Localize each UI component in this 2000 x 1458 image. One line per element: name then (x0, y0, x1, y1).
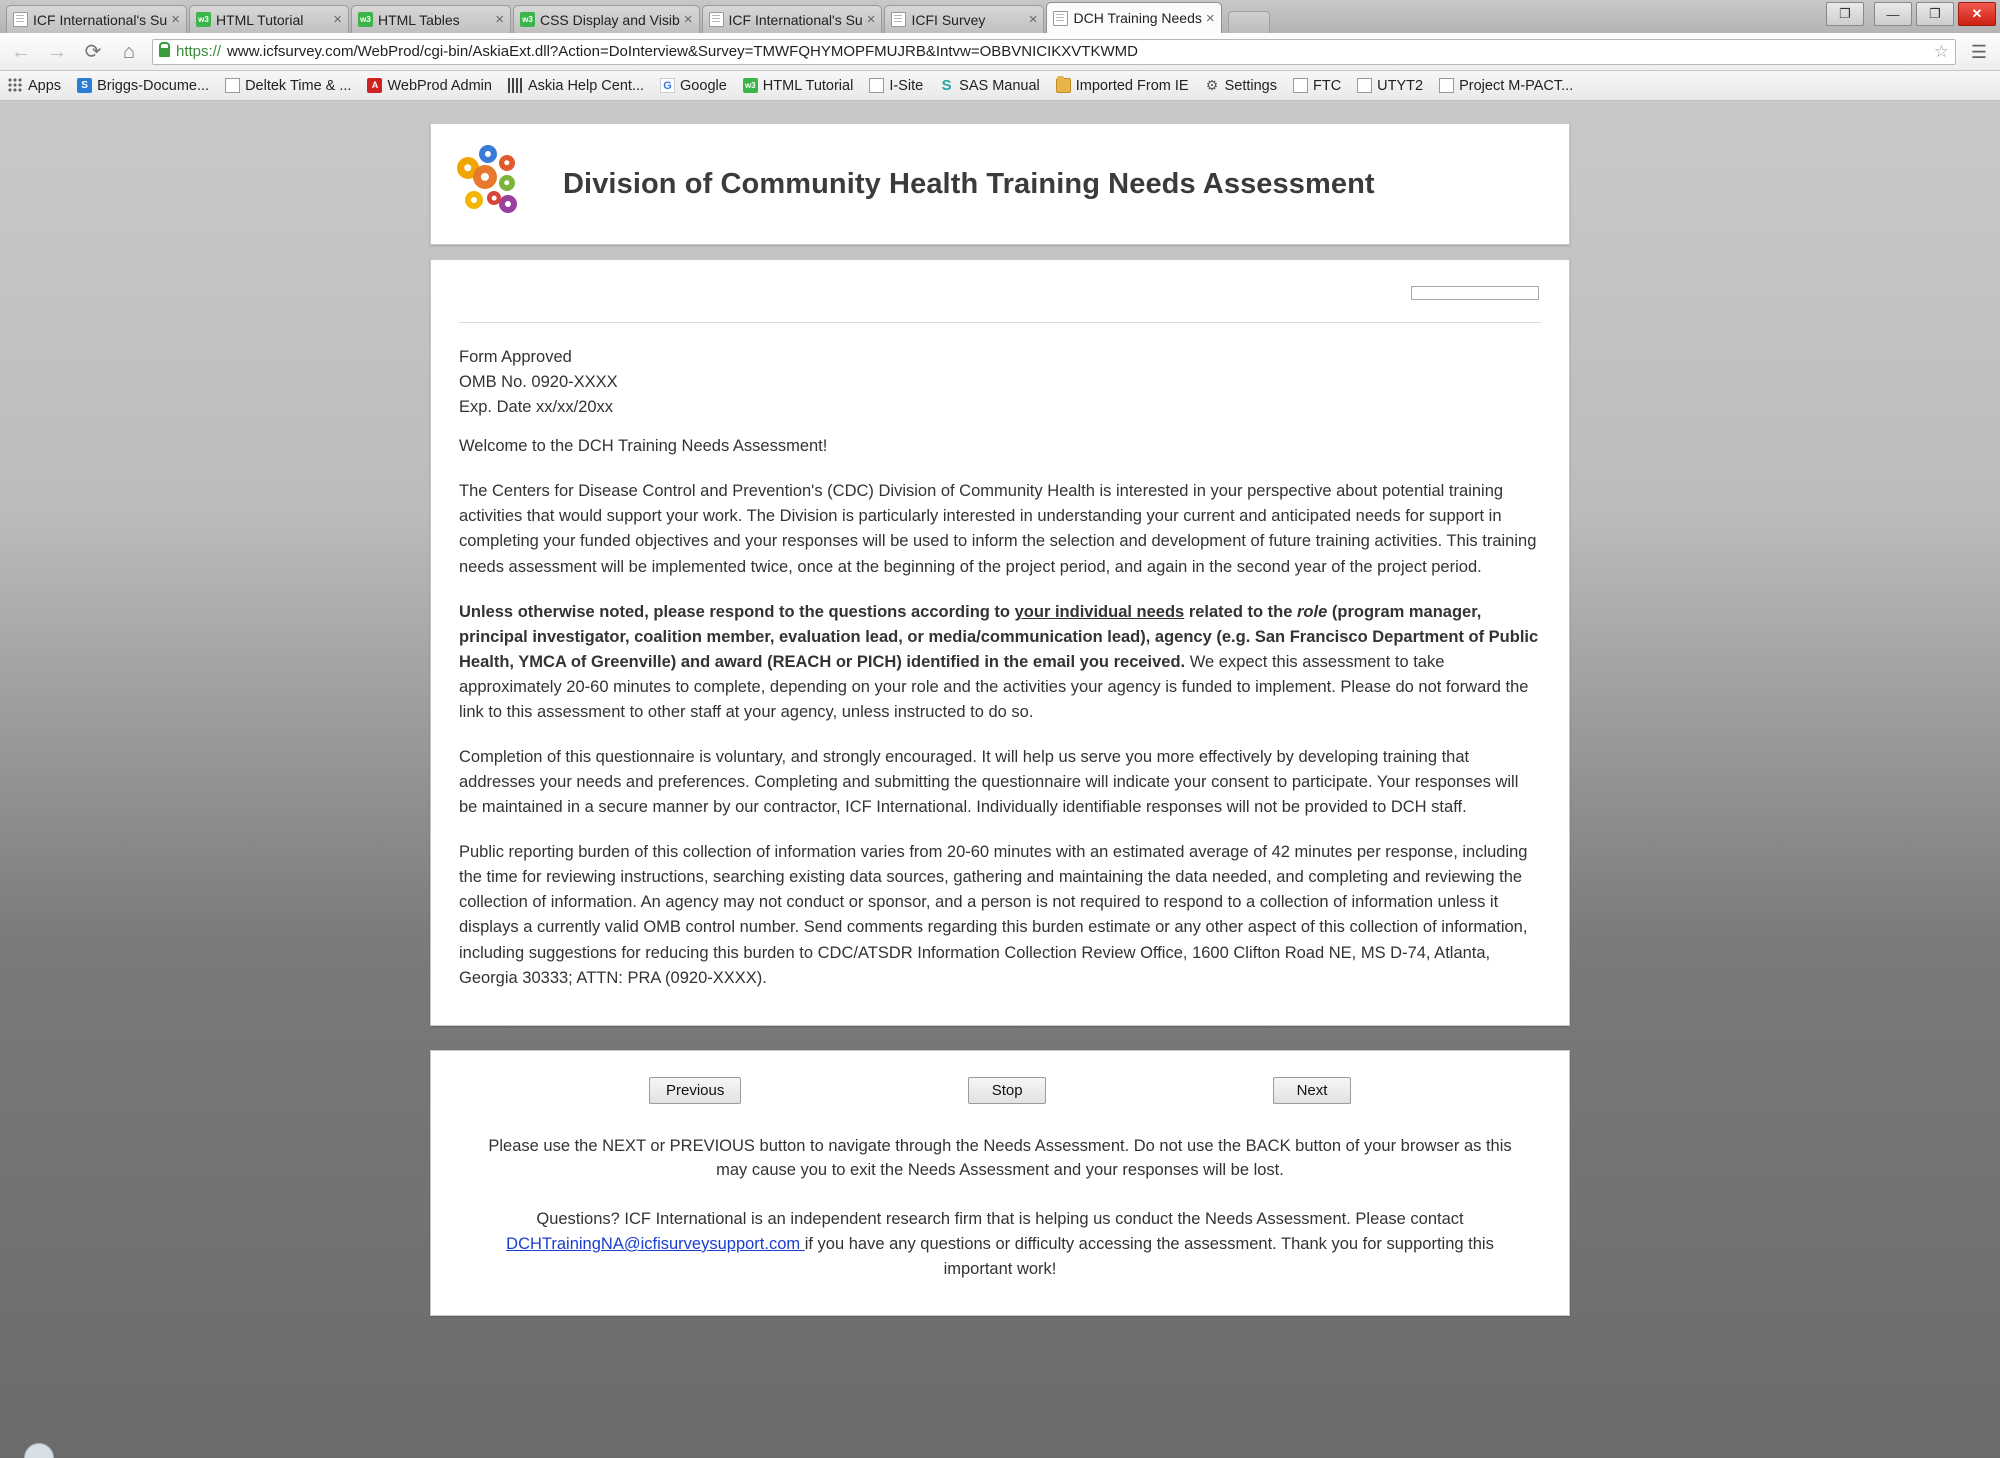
stop-button[interactable]: Stop (968, 1077, 1046, 1104)
voluntary-paragraph: Completion of this questionnaire is voluntary, and strongly encouraged. It will help us serve you more effectively by developing training that addresses your needs and preferences. Completing and submitting the questionnaire will indicate your consent to participate. Your responses will be maintained in a secure manner by our contractor, ICF International. Individually identifiable responses will not be provided to DCH staff. (459, 748, 1519, 817)
gears-logo-icon (455, 143, 543, 225)
tab-label: ICF International's Su (728, 11, 863, 28)
forward-icon[interactable]: → (47, 40, 67, 63)
close-icon[interactable]: × (683, 11, 693, 28)
instructions-part-3: (program manager, principal investigator, coalition member, evaluation lead, or media/communication lead), agency (e.g. San Francisco Department of Public Health, YMCA of Greenville) and award (REACH or PICH) identified in the email you received. (459, 602, 1539, 671)
form-approved-text: Form Approved (459, 348, 572, 366)
contact-text-after: if you have any questions or difficulty accessing the assessment. Thank you for supporting this important work! (804, 1234, 1494, 1278)
tab-label: ICF International's Su (33, 11, 168, 28)
bookmark-folder-imported-from-ie[interactable] (1056, 78, 1189, 94)
close-icon[interactable]: × (171, 11, 180, 28)
tab-icfi-survey[interactable] (884, 5, 1044, 33)
survey-header (430, 123, 1570, 245)
new-tab-button[interactable] (1228, 11, 1270, 33)
w3-icon: w3 (520, 12, 535, 27)
folder-icon (1056, 78, 1071, 93)
bookmark-label: HTML Tutorial (762, 77, 854, 94)
next-button[interactable]: Next (1273, 1077, 1351, 1104)
tab-strip (0, 0, 2000, 33)
survey-content (430, 259, 1570, 1026)
tab-label: CSS Display and Visib (539, 11, 680, 28)
bookmark-apps[interactable] (8, 78, 61, 94)
omb-number-text: OMB No. 0920-XXXX (459, 373, 618, 392)
red-app-icon: A (367, 78, 382, 93)
page-icon (1439, 78, 1454, 93)
bookmark-settings[interactable] (1205, 78, 1277, 94)
tab-html-tutorial[interactable] (189, 5, 349, 33)
bars-icon (508, 78, 523, 93)
bookmark-label: Imported From IE (1075, 77, 1189, 94)
w3-icon: w3 (196, 12, 211, 27)
minimize-button[interactable]: — (1874, 2, 1912, 26)
bookmark-google[interactable] (660, 78, 727, 94)
close-icon[interactable]: × (495, 11, 504, 28)
omb-block (459, 345, 1541, 420)
url-scheme: https:// (176, 43, 222, 60)
instructions-tail: We expect this assessment to take approximately 20-60 minutes to complete, depending on your role and the activities your agency is funded to implement. Please do not forward the link to this assessment to other staff at your agency, unless instructed to do so. (459, 652, 1529, 721)
bookmark-label: Project M-PACT... (1459, 77, 1574, 94)
previous-button[interactable]: Previous (649, 1077, 741, 1104)
contact-text-before: Questions? ICF International is an independent research firm that is helping us conduct the Needs Assessment. Please contact (536, 1210, 1464, 1229)
tab-label: ICFI Survey (911, 11, 986, 28)
browser-chrome (0, 0, 2000, 101)
tab-label: DCH Training Needs (1073, 10, 1202, 26)
individual-needs-emphasis: your individual needs (1014, 602, 1185, 621)
bookmark-label: Google (680, 77, 727, 94)
page-title: Division of Community Health Training Needs Assessment (563, 167, 1375, 200)
bookmark-label: Deltek Time & ... (245, 77, 352, 94)
burden-paragraph: Public reporting burden of this collection of information varies from 20-60 minutes with an estimated average of 42 minutes per response, including the time for reviewing instructions, searching existing data sources, gathering and maintaining the data needed, and completing and reviewing the collection of information. An agency may not conduct or sponsor, and a person is not required to respond to a collection of information unless it displays a currently valid OMB control number. Send comments regarding this burden estimate or any other aspect of this collection of information, including suggestions for reducing this burden to CDC/ATSDR Information Collection Review Office, 1600 Clifton Road NE, MS D-74, Atlanta, Georgia 30333; ATTN: PRA (0920-XXXX). (459, 843, 1528, 987)
restore-window-icon[interactable]: ❐ (1826, 2, 1864, 26)
instructions-part-2: related to the (1184, 602, 1298, 621)
close-icon[interactable]: × (866, 11, 876, 28)
apps-grid-icon (8, 78, 23, 93)
page-icon (13, 12, 28, 27)
bookmarks-bar (0, 71, 2000, 101)
close-icon[interactable]: × (333, 11, 342, 28)
lock-icon (159, 48, 170, 57)
url-path: www.icfsurvey.com/WebProd/cgi-bin/AskiaExt.dll?Action=DoInterview&Survey=TMWFQHYMOPFMUJRB&Intvw=OBBVNICIKXVTKWMD (227, 43, 1138, 60)
close-icon[interactable]: × (1205, 9, 1215, 27)
survey-navigation (430, 1050, 1570, 1317)
bookmark-label: SAS Manual (959, 77, 1040, 94)
bookmark-askia-help-center[interactable] (508, 78, 644, 94)
bookmark-label: I-Site (889, 77, 924, 94)
bookmark-html-tutorial[interactable] (743, 78, 854, 94)
bookmark-label: WebProd Admin (387, 77, 492, 94)
page-icon (891, 12, 906, 27)
sas-icon: S (941, 77, 952, 94)
bookmark-label: Askia Help Cent... (527, 77, 645, 94)
expiration-date-text: Exp. Date xx/xx/20xx (459, 398, 614, 417)
gear-icon: ⚙ (1205, 77, 1219, 93)
back-icon[interactable]: ← (11, 40, 31, 63)
page-icon (225, 78, 240, 93)
address-bar[interactable] (152, 39, 1956, 65)
tab-dch-training-needs[interactable] (1046, 2, 1221, 33)
sharepoint-icon: S (77, 78, 92, 93)
window-controls (1826, 2, 1996, 26)
page-viewport (0, 101, 2000, 1458)
close-window-button[interactable]: ✕ (1958, 2, 1996, 26)
page-icon (869, 78, 884, 93)
reload-icon[interactable]: ⟳ (84, 40, 102, 63)
survey-page (430, 123, 1570, 1316)
tab-label: HTML Tutorial (215, 11, 304, 28)
page-icon (1357, 78, 1372, 93)
tab-css-display-and-visibility[interactable] (513, 5, 700, 33)
page-icon (1293, 78, 1308, 93)
button-row (459, 1077, 1541, 1104)
bookmark-label: Briggs-Docume... (97, 77, 210, 94)
tab-icf-internationals-survey-2[interactable] (702, 5, 883, 33)
maximize-button[interactable]: ❐ (1916, 2, 1954, 26)
bookmark-briggs-documents[interactable] (77, 78, 209, 94)
home-icon[interactable]: ⌂ (122, 40, 136, 63)
progress-row (459, 286, 1541, 300)
bookmark-deltek-time[interactable] (225, 78, 351, 94)
support-email-link[interactable]: DCHTrainingNA@icfisurveysupport.com (506, 1234, 805, 1253)
close-icon[interactable]: × (1028, 11, 1038, 28)
page-icon (1053, 11, 1068, 26)
welcome-text: Welcome to the DCH Training Needs Assessment! (459, 437, 828, 456)
bookmark-utyt2[interactable] (1357, 78, 1423, 94)
tab-label: HTML Tables (377, 11, 460, 28)
bookmark-label: FTC (1312, 77, 1342, 94)
w3-icon: w3 (743, 78, 758, 93)
contact-instructions (459, 1207, 1541, 1281)
instructions-paragraph (459, 600, 1541, 725)
bookmark-webprod-admin[interactable] (367, 78, 492, 94)
bookmark-label: Apps (28, 77, 62, 94)
intro-paragraph: The Centers for Disease Control and Prevention's (CDC) Division of Community Health is interested in your perspective about potential training activities that would support your work. The Division is particularly interested in understanding your current and anticipated needs for support in completing your funded objectives and your responses will be used to inform the selection and development of future training activities. This training needs assessment will be implemented twice, once at the beginning of the project period, and again in the second year of the project period. (459, 482, 1537, 576)
w3-icon: w3 (358, 12, 373, 27)
navigation-toolbar (0, 33, 2000, 71)
bookmark-ftc[interactable] (1293, 78, 1341, 94)
page-icon (709, 12, 724, 27)
tab-icf-internationals-survey-1[interactable] (6, 5, 187, 33)
bookmark-project-m-pact[interactable] (1439, 78, 1573, 94)
role-emphasis: role (1297, 602, 1328, 621)
instructions-part-1: Unless otherwise noted, please respond to the questions according to (459, 602, 1015, 621)
google-icon: G (660, 78, 675, 93)
progress-bar (1411, 286, 1539, 300)
divider (459, 322, 1541, 323)
loading-indicator-icon (24, 1443, 54, 1458)
navigation-instructions: Please use the NEXT or PREVIOUS button to navigate through the Needs Assessment. Do not use the BACK button of your browser as this may cause you to exit the Needs Assessment and your responses will be lost. (488, 1136, 1512, 1180)
status-bar (0, 1433, 40, 1458)
bookmark-label: UTYT2 (1377, 77, 1424, 94)
bookmark-sas-manual[interactable] (939, 78, 1040, 94)
bookmark-star-icon[interactable]: ☆ (1933, 41, 1949, 61)
bookmark-label: Settings (1224, 77, 1277, 94)
tab-html-tables[interactable] (351, 5, 511, 33)
browser-menu-icon[interactable]: ☰ (1970, 41, 1988, 62)
bookmark-i-site[interactable] (869, 78, 923, 94)
